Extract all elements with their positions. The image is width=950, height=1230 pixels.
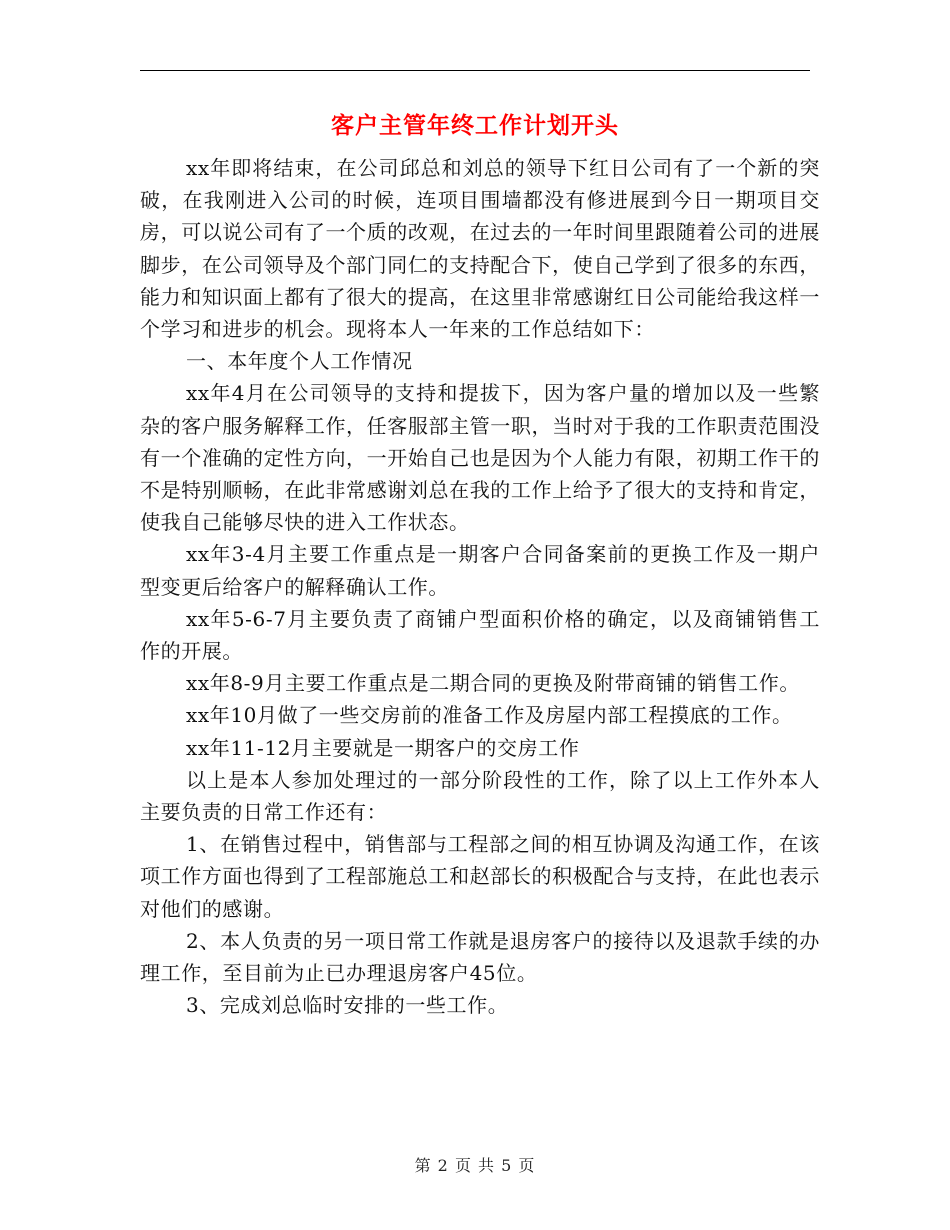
list-item-2: 2、本人负责的另一项日常工作就是退房客户的接待以及退款手续的办理工作，至目前为止已办理退房客户45位。 [140, 928, 820, 986]
document-body [140, 152, 820, 1021]
page-number-footer: 第 2 页 共 5 页 [414, 1156, 536, 1175]
paragraph-intro: xx年即将结束，在公司邱总和刘总的领导下红日公司有了一个新的突破，在我刚进入公司的时候，连项目围墙都没有修进展到今日一期项目交房，可以说公司有了一个质的改观，在过去的一年时间里跟随着公司的进展脚步，在公司领导及个部门同仁的支持配合下，使自己学到了很多的东西，能力和知识面上都有了很大的提高，在这里非常感谢红日公司能给我这样一个学习和进步的机会。现将本人一年来的工作总结如下： [140, 156, 820, 342]
paragraph-may-july: xx年5-6-7月主要负责了商铺户型面积价格的确定，以及商铺销售工作的开展。 [140, 606, 820, 664]
paragraph-aug-sep: xx年8-9月主要工作重点是二期合同的更换及附带商铺的销售工作。 [186, 671, 800, 696]
list-item-1: 1、在销售过程中，销售部与工程部之间的相互协调及沟通工作，在该项工作方面也得到了工程部施总工和赵部长的积极配合与支持，在此也表示对他们的感谢。 [140, 832, 820, 921]
header-rule [140, 70, 810, 71]
document-title: 客户主管年终工作计划开头 [331, 113, 619, 139]
paragraph-april: xx年4月在公司领导的支持和提拔下，因为客户量的增加以及一些繁杂的客户服务解释工作，任客服部主管一职，当时对于我的工作职责范围没有一个准确的定性方向，一开始自己也是因为个人能力有限，初期工作干的不是特别顺畅，在此非常感谢刘总在我的工作上给予了很大的支持和肯定，使我自己能够尽快的进入工作状态。 [140, 381, 820, 535]
paragraph-october: xx年10月做了一些交房前的准备工作及房屋内部工程摸底的工作。 [186, 703, 793, 728]
paragraph-march-april: xx年3-4月主要工作重点是一期客户合同备案前的更换工作及一期户型变更后给客户的解释确认工作。 [140, 542, 820, 599]
paragraph-nov-dec: xx年11-12月主要就是一期客户的交房工作 [186, 735, 580, 760]
paragraph-daily-intro: 以上是本人参加处理过的一部分阶段性的工作，除了以上工作外本人主要负责的日常工作还有： [140, 767, 820, 825]
list-item-3: 3、完成刘总临时安排的一些工作。 [186, 993, 509, 1018]
section-heading: 一、本年度个人工作情况 [186, 349, 413, 374]
